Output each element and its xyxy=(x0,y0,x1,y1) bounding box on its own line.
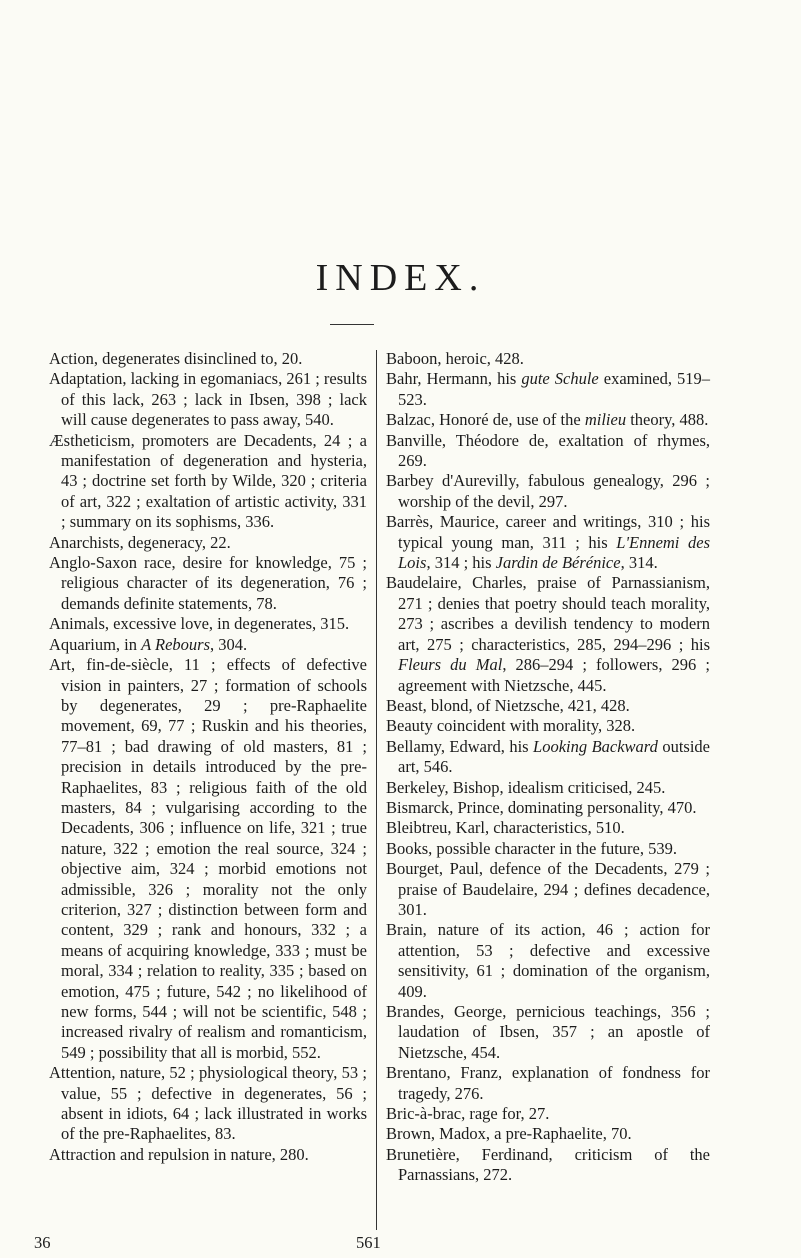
entry-text: , 286–294 ; followers, 296 ; agreement with Nietzsche, 445. xyxy=(398,655,710,695)
index-entry xyxy=(386,1104,710,1124)
index-entry xyxy=(386,1063,710,1104)
entry-text: Baudelaire, Charles, praise of Parnassianism, 271 ; denies that poetry should teach morality, 273 ; ascribes a devilish tendency to modern art, 275 ; characteristics, 285, 294–296 ; his xyxy=(386,573,710,654)
index-entry xyxy=(386,737,710,778)
entry-text: Attraction and repulsion in nature, 280. xyxy=(49,1144,309,1164)
entry-text: Aquarium, in xyxy=(49,634,142,654)
entry-text: Bahr, Hermann, his xyxy=(386,369,522,389)
entry-text: Adaptation, lacking in egomaniacs, 261 ; results of this lack, 263 ; lack in Ibsen, 398 ; lack will cause degenerates to pass away, 540. xyxy=(49,369,368,430)
entry-text: Brandes, George, pernicious teachings, 356 ; laudation of Ibsen, 357 ; an apostle of Nietzsche, 454. xyxy=(386,1002,710,1062)
entry-text: outside art, 546. xyxy=(398,736,710,777)
entry-text: Attention, nature, 52 ; physiological theory, 53 ; value, 55 ; defective in degenerates, 56 ; absent in idiots, 64 ; lack illustrated in works of the pre-Raphaelites, 83. xyxy=(49,1063,367,1144)
index-entry xyxy=(49,349,367,369)
entry-title-italic: milieu xyxy=(584,410,627,430)
entry-text: Anglo-Saxon race, desire for knowledge, 75 ; religious character of its degeneration, 76 ; demands definite statements, 78. xyxy=(49,553,367,613)
entry-text: Art, fin-de-siècle, 11 ; effects of defective vision in painters, 27 ; formation of schools by degenerates, 29 ; pre-Raphaelite movement, 69, 77 ; Ruskin and his theories, 77–81 ; bad drawing of old masters, 81 ; precision in details introduced by the pre-Raphaelites, 83 ; religious faith of the old masters, 84 ; vulgarising according to the Decadents, 306 ; influence on life, 321 ; true nature, 322 ; emotion the real source, 324 ; objective aim, 324 ; morbid emotions not admissible, 326 ; morality not the only criterion, 327 ; distinction between form and content, 329 ; rank and honours, 332 ; a means of acquiring knowledge, 333 ; must be moral, 334 ; relation to reality, 335 ; based on emotion, 475 ; future, 542 ; no likelihood of new forms, 544 ; will not be scientific, 548 ; increased rivalry of realism and romanticism, 549 ; possibility that all is morbid, 552. xyxy=(49,655,367,1062)
entry-text: Brown, Madox, a pre-Raphaelite, 70. xyxy=(386,1124,632,1144)
index-entry xyxy=(49,533,367,553)
index-entry xyxy=(386,818,710,838)
entry-text: examined, 519–523. xyxy=(398,369,711,409)
index-entry xyxy=(49,431,367,533)
page-number-left: 36 xyxy=(34,1233,51,1252)
entry-title-italic: Jardin de Bérénice xyxy=(495,553,621,573)
index-entry xyxy=(386,349,710,369)
index-entry xyxy=(386,778,710,798)
index-entry xyxy=(386,471,710,512)
title-rule xyxy=(330,324,374,325)
index-entry xyxy=(386,1145,710,1186)
index-entry xyxy=(386,859,710,920)
entry-text: Action, degenerates disinclined to, 20. xyxy=(49,349,303,368)
index-entry xyxy=(49,1063,367,1145)
index-entry xyxy=(386,431,710,472)
page-number-right: 561 xyxy=(356,1233,381,1252)
entry-text: Bric-à-brac, rage for, 27. xyxy=(386,1104,550,1124)
entry-text: , 304. xyxy=(210,634,248,654)
page-title: INDEX. xyxy=(315,257,486,299)
index-entry xyxy=(386,920,710,1002)
index-entry xyxy=(386,1124,710,1144)
index-entry xyxy=(386,369,710,410)
entry-text: Berkeley, Bishop, idealism criticised, 245. xyxy=(386,777,666,797)
entry-text: theory, 488. xyxy=(626,410,709,430)
index-entry xyxy=(386,839,710,859)
entry-text: Anarchists, degeneracy, 22. xyxy=(49,532,231,552)
entry-title-italic: gute Schule xyxy=(521,369,599,389)
column-divider xyxy=(376,350,377,1230)
index-entry xyxy=(386,1002,710,1063)
entry-text: Barbey d'Aurevilly, fabulous genealogy, 296 ; worship of the devil, 297. xyxy=(386,471,710,511)
index-entry xyxy=(386,512,710,573)
entry-text: Beast, blond, of Nietzsche, 421, 428. xyxy=(386,695,630,715)
entry-text: Balzac, Honoré de, use of the xyxy=(386,410,585,430)
entry-text: Animals, excessive love, in degenerates, 315. xyxy=(49,614,350,634)
entry-text: Æstheticism, promoters are Decadents, 24 ; a manifestation of degeneration and hysteria, 43 ; doctrine set forth by Wilde, 320 ; criteria of art, 322 ; exaltation of artistic activity, 331 ; summary on its sophisms, 336. xyxy=(49,430,367,532)
entry-text: Bourget, Paul, defence of the Decadents, 279 ; praise of Baudelaire, 294 ; defines decadence, 301. xyxy=(386,859,710,919)
entry-text: Bismarck, Prince, dominating personality, 470. xyxy=(386,797,697,817)
entry-text: Bleibtreu, Karl, characteristics, 510. xyxy=(386,818,625,838)
entry-title-italic: L'Ennemi des Lois xyxy=(398,532,710,573)
index-entry xyxy=(386,573,710,695)
entry-title-italic: Looking Backward xyxy=(533,736,658,756)
index-entry xyxy=(386,798,710,818)
index-entry xyxy=(386,410,710,430)
right-column xyxy=(386,349,710,1186)
entry-title-italic: Fleurs du Mal xyxy=(398,655,503,675)
entry-text: Bellamy, Edward, his xyxy=(386,736,534,756)
left-column xyxy=(49,349,367,1165)
index-entry xyxy=(49,635,367,655)
entry-title-italic: A Rebours xyxy=(141,634,211,654)
entry-text: Brentano, Franz, explanation of fondness for tragedy, 276. xyxy=(386,1063,710,1103)
index-entry xyxy=(49,1145,367,1165)
index-entry xyxy=(386,716,710,736)
entry-text: Brain, nature of its action, 46 ; action for attention, 53 ; defective and excessive sensitivity, 61 ; domination of the organism, 409. xyxy=(386,920,710,1001)
entry-text: , 314. xyxy=(620,553,658,573)
entry-text: Barrès, Maurice, career and writings, 310 ; his typical young man, 311 ; his xyxy=(386,512,710,552)
entry-text: Brunetière, Ferdinand, criticism of the Parnassians, 272. xyxy=(386,1144,710,1185)
index-entry xyxy=(49,553,367,614)
entry-text: Baboon, heroic, 428. xyxy=(386,349,524,368)
entry-text: , 314 ; his xyxy=(426,553,496,573)
index-entry xyxy=(49,655,367,1063)
index-entry xyxy=(386,696,710,716)
entry-text: Beauty coincident with morality, 328. xyxy=(386,716,636,736)
index-entry xyxy=(49,369,367,430)
entry-text: Banville, Théodore de, exaltation of rhymes, 269. xyxy=(386,430,710,471)
entry-text: Books, possible character in the future, 539. xyxy=(386,838,677,858)
index-entry xyxy=(49,614,367,634)
